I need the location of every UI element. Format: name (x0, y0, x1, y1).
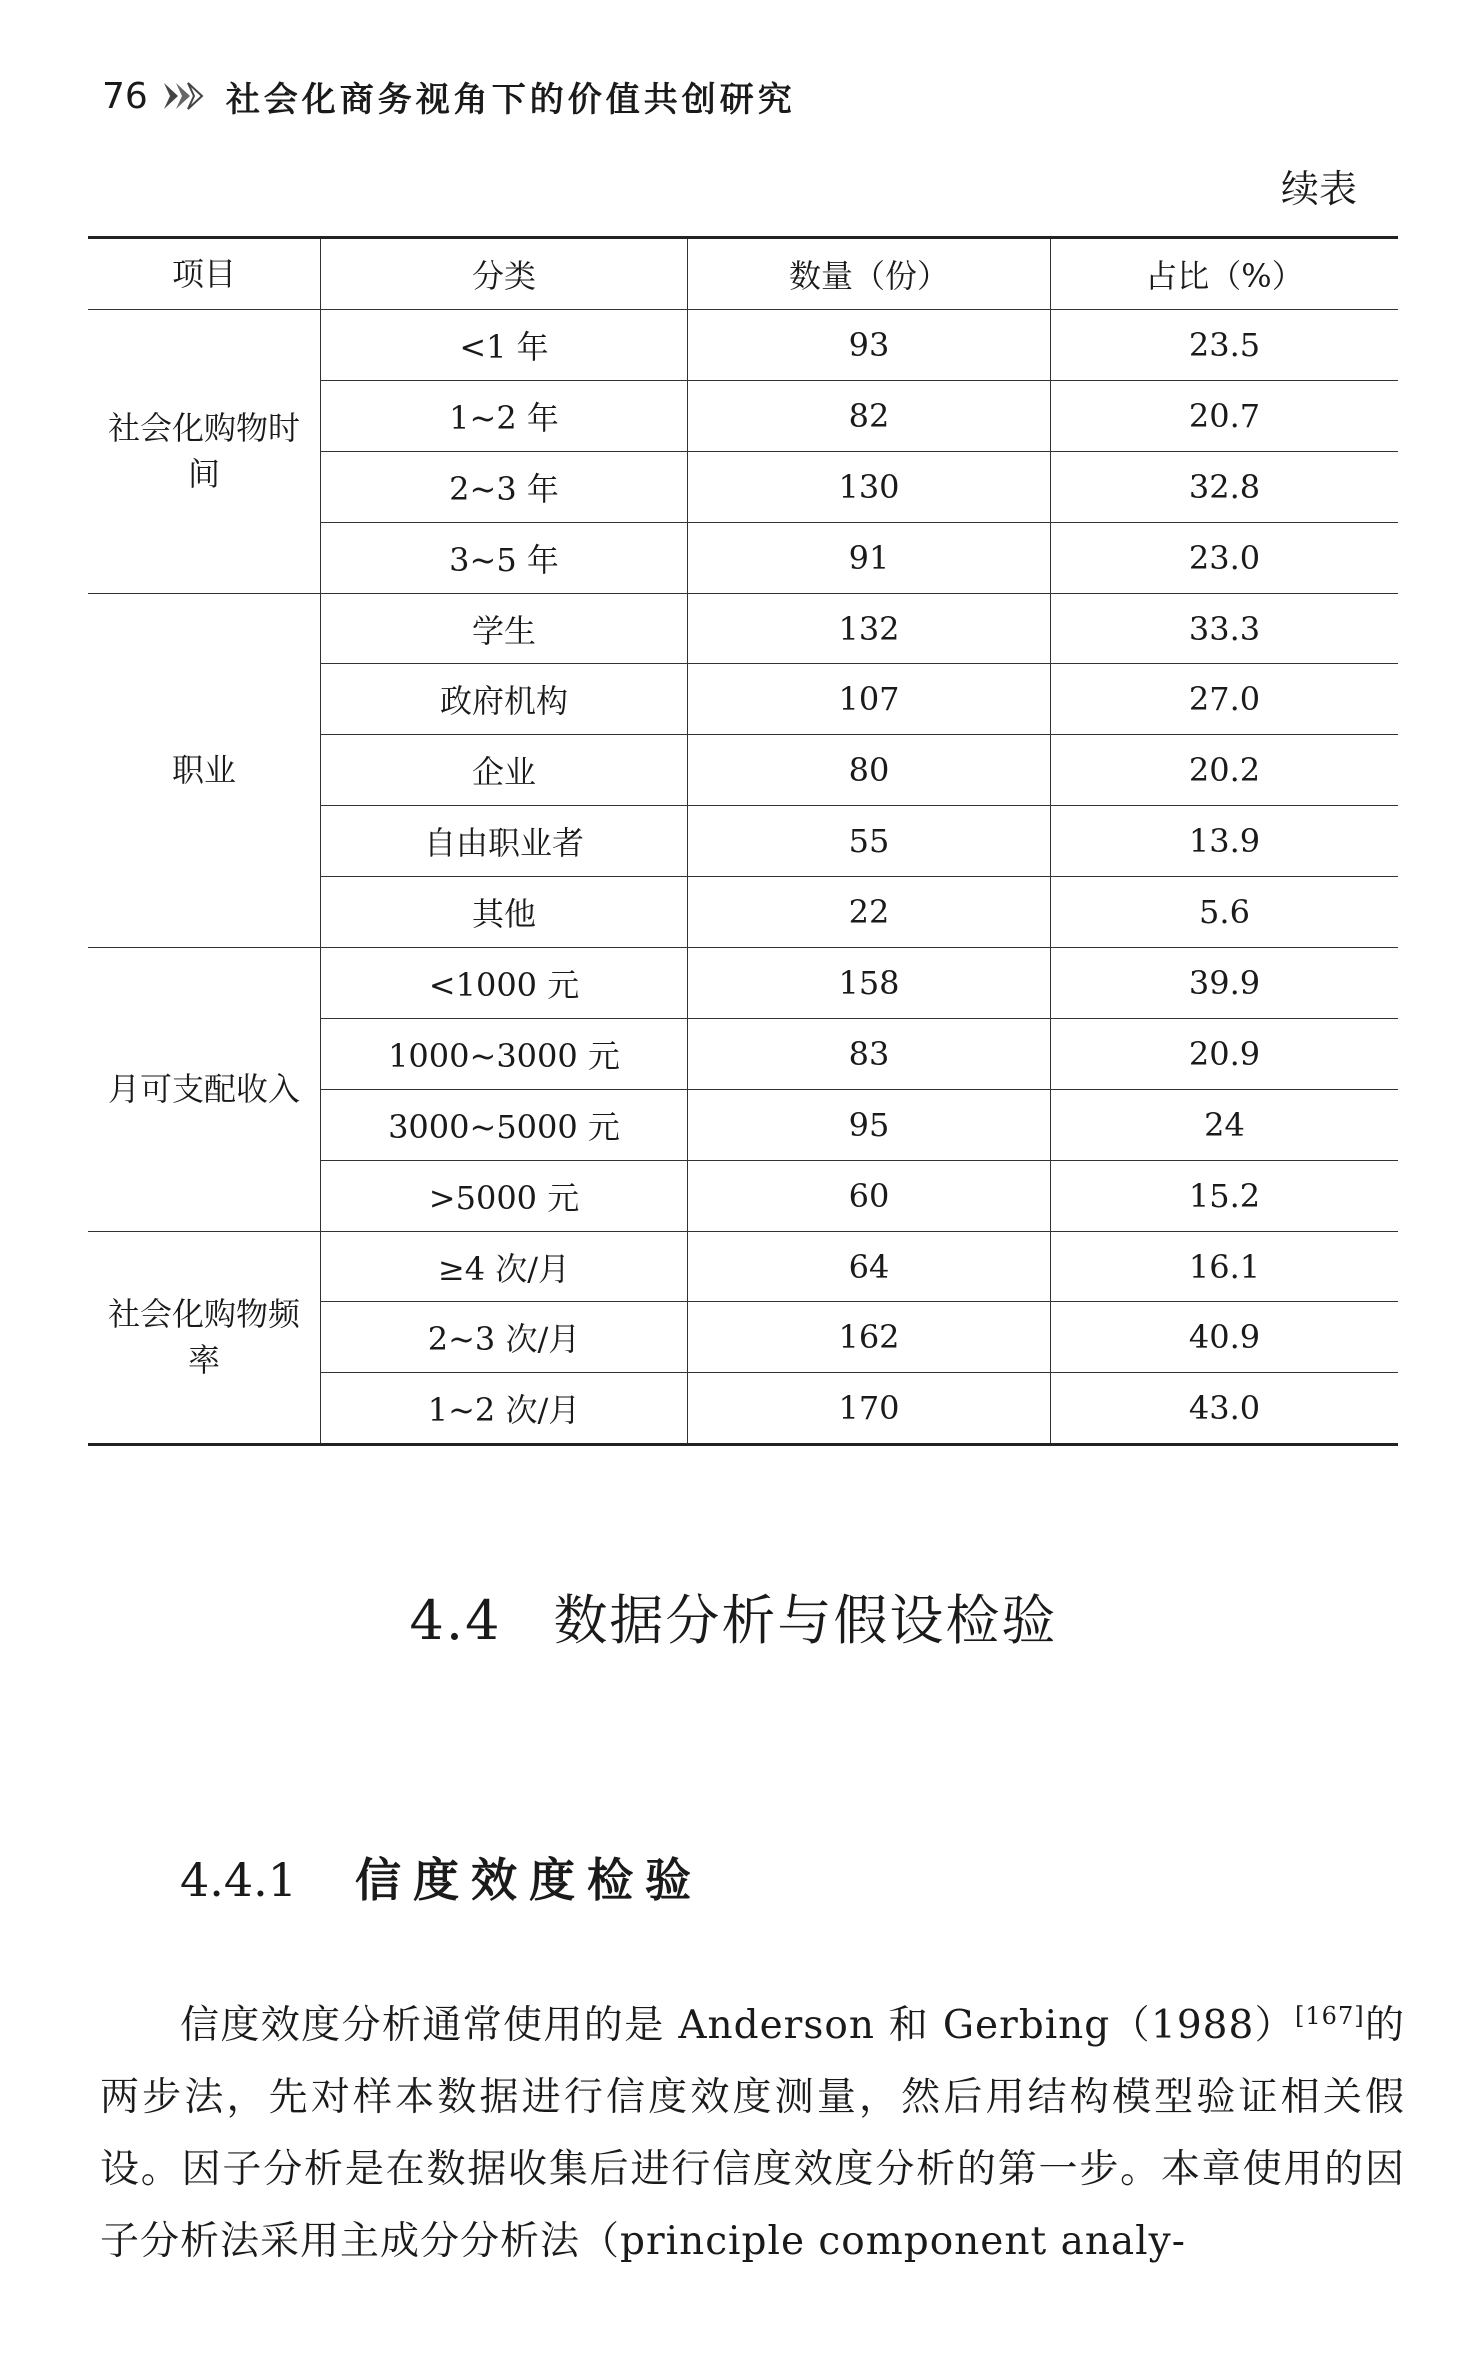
group-label: 月可支配收入 (88, 948, 321, 1232)
count-cell: 130 (688, 451, 1051, 522)
category-cell: 企业 (321, 735, 688, 806)
count-cell: 91 (688, 522, 1051, 593)
table-row (88, 310, 1398, 381)
count-cell: 107 (688, 664, 1051, 735)
count-cell: 64 (688, 1231, 1051, 1302)
percent-cell: 40.9 (1051, 1302, 1399, 1373)
group-label: 社会化购物频率 (88, 1231, 321, 1445)
category-cell: >5000 元 (321, 1160, 688, 1231)
percent-cell: 16.1 (1051, 1231, 1399, 1302)
count-cell: 82 (688, 380, 1051, 451)
column-header-category: 分类 (321, 238, 688, 310)
category-cell: 其他 (321, 877, 688, 948)
percent-cell: 24 (1051, 1089, 1399, 1160)
percent-cell: 39.9 (1051, 948, 1399, 1019)
column-header-count: 数量（份） (688, 238, 1051, 310)
percent-cell: 23.0 (1051, 522, 1399, 593)
percent-cell: 15.2 (1051, 1160, 1399, 1231)
category-cell: 政府机构 (321, 664, 688, 735)
table-continued-label: 续表 (1280, 167, 1357, 211)
page-number: 76 (102, 75, 148, 117)
group-label: 职业 (88, 593, 321, 947)
section-heading (0, 1578, 1467, 1655)
percent-cell: 33.3 (1051, 593, 1399, 664)
percent-cell: 20.9 (1051, 1018, 1399, 1089)
citation-marker: [167] (1295, 2002, 1365, 2030)
category-cell: <1 年 (321, 310, 688, 381)
count-cell: 170 (688, 1373, 1051, 1445)
percent-cell: 5.6 (1051, 877, 1399, 948)
table-row (88, 948, 1398, 1019)
demographics-table (88, 236, 1398, 1446)
count-cell: 158 (688, 948, 1051, 1019)
section-number: 4.4 (409, 1589, 502, 1652)
percent-cell: 20.7 (1051, 380, 1399, 451)
section-title: 数据分析与假设检验 (553, 1589, 1058, 1652)
percent-cell: 32.8 (1051, 451, 1399, 522)
category-cell: 3~5 年 (321, 522, 688, 593)
percent-cell: 27.0 (1051, 664, 1399, 735)
category-cell: 1000~3000 元 (321, 1018, 688, 1089)
count-cell: 55 (688, 806, 1051, 877)
page-header (102, 66, 796, 126)
body-text-part: 的两步法，先对样本数据进行信度效度测量，然后用结构模型验证相关假设。因子分析是在数据收集后进行信度效度分析的第一步。本章使用的因子分析法采用主成分分析法（principle component analy- (100, 2003, 1405, 2264)
percent-cell: 13.9 (1051, 806, 1399, 877)
category-cell: 2~3 年 (321, 451, 688, 522)
count-cell: 162 (688, 1302, 1051, 1373)
subsection-number: 4.4.1 (180, 1853, 298, 1907)
count-cell: 93 (688, 310, 1051, 381)
table-row (88, 593, 1398, 664)
category-cell: 1~2 次/月 (321, 1373, 688, 1445)
category-cell: ≥4 次/月 (321, 1231, 688, 1302)
count-cell: 95 (688, 1089, 1051, 1160)
category-cell: <1000 元 (321, 948, 688, 1019)
table-row (88, 1231, 1398, 1302)
running-title: 社会化商务视角下的价值共创研究 (225, 79, 796, 120)
count-cell: 132 (688, 593, 1051, 664)
percent-cell: 43.0 (1051, 1373, 1399, 1445)
column-header-item: 项目 (88, 238, 321, 310)
double-chevron-right-icon (162, 79, 212, 113)
subsection-title: 信度效度检验 (355, 1853, 704, 1907)
count-cell: 22 (688, 877, 1051, 948)
count-cell: 83 (688, 1018, 1051, 1089)
category-cell: 3000~5000 元 (321, 1089, 688, 1160)
count-cell: 60 (688, 1160, 1051, 1231)
percent-cell: 20.2 (1051, 735, 1399, 806)
table-header-row (88, 238, 1398, 310)
body-text-part: 信度效度分析通常使用的是 Anderson 和 Gerbing（1988） (180, 2003, 1296, 2048)
category-cell: 2~3 次/月 (321, 1302, 688, 1373)
subsection-heading (180, 1844, 703, 1910)
count-cell: 80 (688, 735, 1051, 806)
column-header-percent: 占比（%） (1051, 238, 1399, 310)
category-cell: 自由职业者 (321, 806, 688, 877)
group-label: 社会化购物时间 (88, 310, 321, 594)
percent-cell: 23.5 (1051, 310, 1399, 381)
category-cell: 学生 (321, 593, 688, 664)
body-paragraph (100, 1990, 1405, 2278)
category-cell: 1~2 年 (321, 380, 688, 451)
